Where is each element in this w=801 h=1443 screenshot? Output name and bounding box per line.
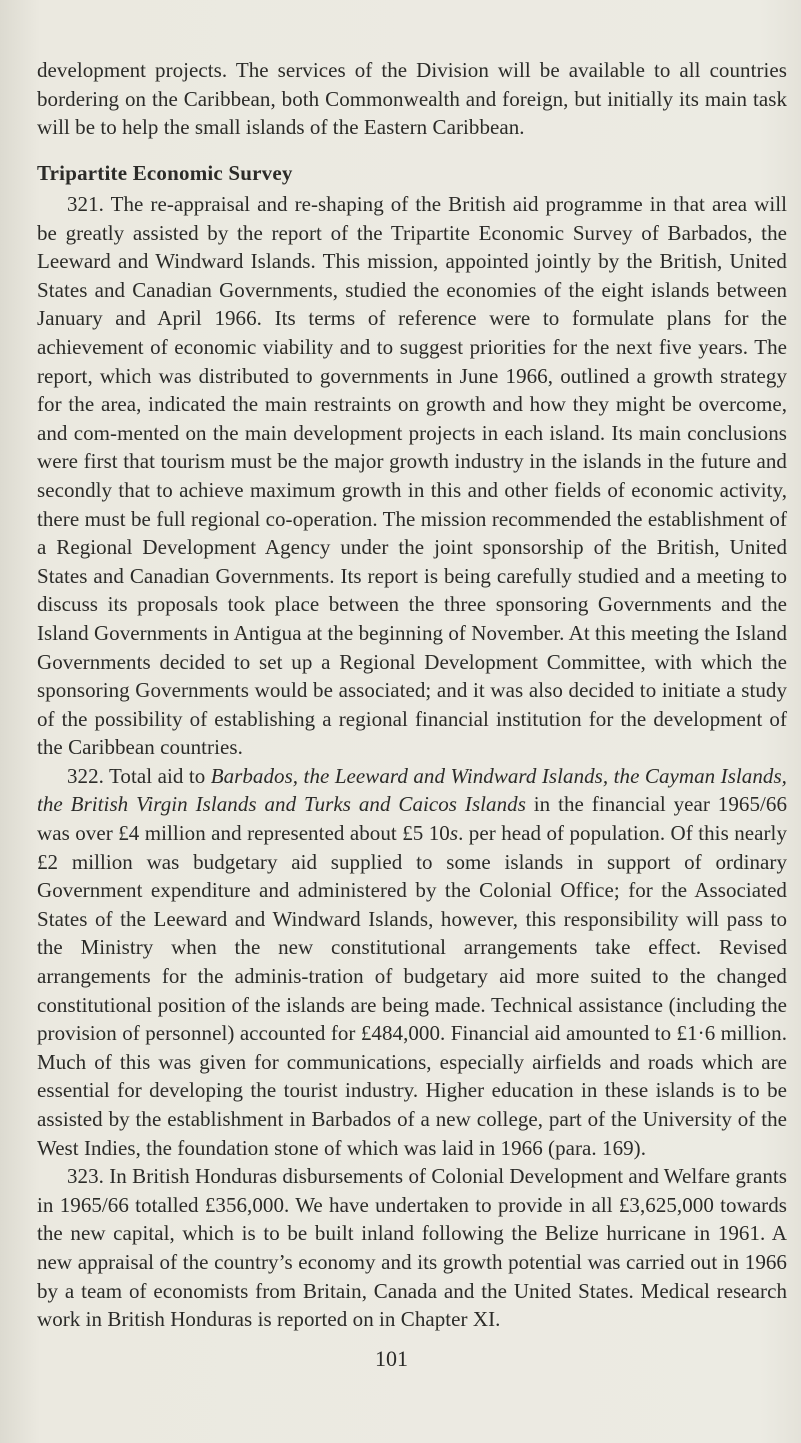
paragraph-322-text-2: . per head of population. Of this nearly £2 million was budgetary aid supplied to some islands in support of ordinary Government expenditure and administered by the Colonial Office; for the Associated States of the Leeward and Windward Islands, however, this responsibility will pass to the Ministry when the new constitutional arrangements take effect. Revised arrangements for the adminis-tration of budgetary aid more suited to the changed constitutional position of the islands are being made. Technical assistance (including the provision of personnel) accounted for £484,000. Financial aid amounted to £1·6 million. Much of this was given for communications, especially airfields and roads which are essential for developing the tourist industry. Higher education in these islands is to be assisted by the establishment in Barbados of a new college, part of the University of the West Indies, the foundation stone of which was laid in 1966 (para. 169). [37,821,787,1160]
paragraph-322-italic-places: Barbados, the Leeward and Windward Islands, the Cayman Islands, the British Virgin Islands and Turks and Caicos Islands [37,763,787,817]
section-heading: Tripartite Economic Survey [37,161,293,185]
body-text-block [37,190,787,1334]
paragraph-322-shilling-mark: s [449,821,459,846]
paragraph-323: 323. In British Honduras disbursements of Colonial Development and Welfare grants in 1965/66 totalled £356,000. We have undertaken to provide in all £3,625,000 towards the new capital, which is to be built inland following the Belize hurricane in 1961. A new appraisal of the country’s economy and its growth potential was carried out in 1966 by a team of economists from Britain, Canada and the United States. Medical research work in British Honduras is reported on in Chapter XI. [37,1164,787,1332]
paragraph-322 [37,762,787,1162]
intro-paragraph: development projects. The services of the Division will be available to all countries bordering on the Caribbean, both Commonwealth and foreign, but initially its main task will be to help the small islands of the Eastern Caribbean. [37,58,787,140]
paragraph-322-text-1: in the financial year 1965/66 was over £4 million and represented about £5 10 [37,792,787,846]
page-number: 101 [375,1346,408,1371]
intro-text-block [37,56,787,142]
paragraph-322-lead: 322. Total aid to [67,763,211,788]
paragraph-321: 321. The re-appraisal and re-shaping of the British aid programme in that area will be greatly assisted by the report of the Tripartite Economic Survey of Barbados, the Leeward and Windward Islands. This mission, appointed jointly by the British, United States and Canadian Governments, studied the economies of the eight islands between January and April 1966. Its terms of reference were to formulate plans for the achievement of economic viability and to suggest priorities for the next five years. The report, which was distributed to governments in June 1966, outlined a growth strategy for the area, indicated the main restraints on growth and how they might be overcome, and com-mented on the main development projects in each island. Its main conclusions were first that tourism must be the major growth industry in the islands in the future and secondly that to achieve maximum growth in this and other fields of economic activity, there must be full regional co-operation. The mission recommended the establishment of a Regional Development Agency under the joint sponsorship of the British, United States and Canadian Governments. Its report is being carefully studied and a meeting to discuss its proposals took place between the three sponsoring Governments and the Island Governments in Antigua at the beginning of November. At this meeting the Island Governments decided to set up a Regional Development Committee, with which the sponsoring Governments would be associated; and it was also decided to initiate a study of the possibility of establishing a regional financial institution for the development of the Caribbean countries. [37,192,787,760]
